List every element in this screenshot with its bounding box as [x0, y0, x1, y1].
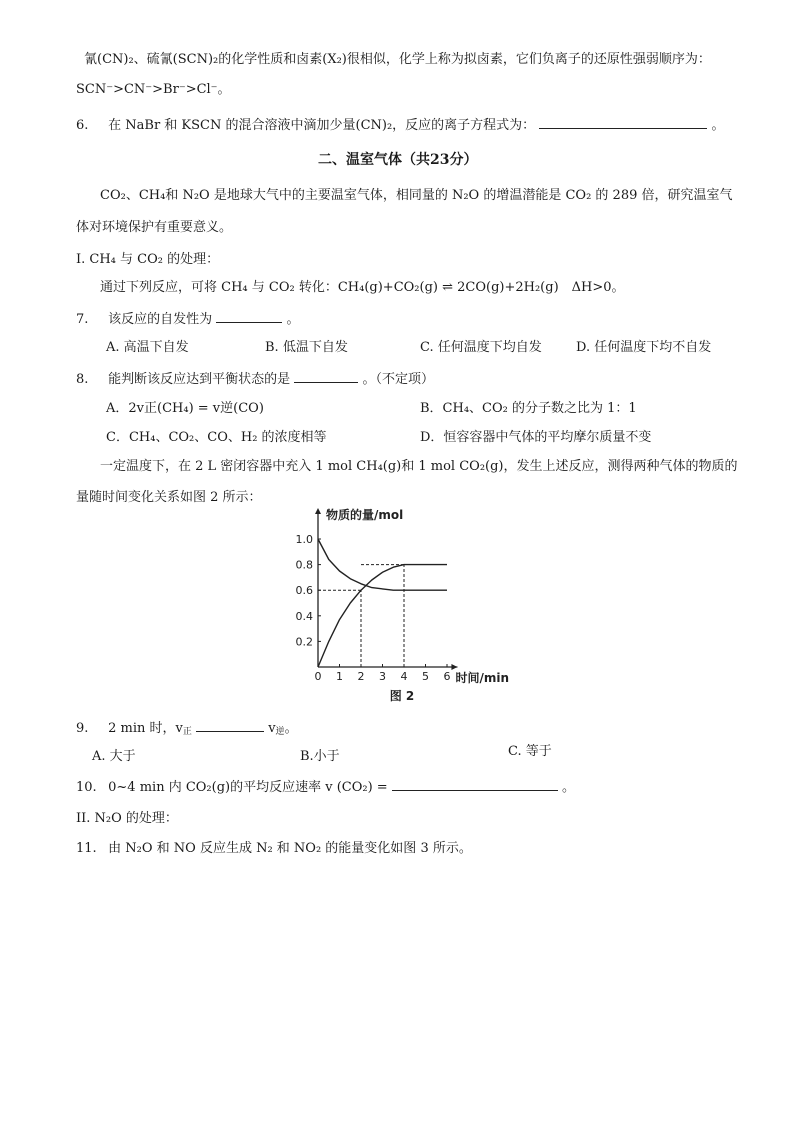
answer-blank[interactable] — [392, 778, 558, 791]
intro-text-1: CO₂、CH₄和 N₂O 是地球大气中的主要温室气体，相同量的 N₂O 的增温潜能是 CO₂ 的 289 倍，研究温室气 — [100, 188, 733, 203]
question-number: 9. — [76, 721, 89, 736]
q7-option-a[interactable] — [106, 336, 189, 355]
answer-blank[interactable] — [539, 116, 707, 129]
y-axis-label: 物质的量/mol — [326, 508, 404, 522]
part-2-title — [76, 807, 178, 826]
question-11 — [76, 837, 472, 856]
question-number: 8. — [76, 372, 89, 387]
option-label: B. 低温下自发 — [265, 340, 348, 355]
question-text: 由 N₂O 和 NO 反应生成 N₂ 和 NO₂ 的能量变化如图 3 所示。 — [108, 841, 472, 856]
intro-text-2: 体对环境保护有重要意义。 — [76, 220, 233, 235]
q9-option-c[interactable] — [508, 740, 552, 759]
option-label: C. 等于 — [508, 744, 552, 759]
x-tick-label: 2 — [357, 670, 365, 683]
reaction-text: 通过下列反应，可将 CH₄ 与 CO₂ 转化：CH₄(g)+CO₂(g) ⇌ 2CO(g)+2H₂(g) ΔH>0。 — [100, 280, 625, 295]
question-8 — [76, 368, 434, 387]
question-7 — [76, 308, 299, 327]
reaction-equation — [100, 276, 625, 295]
reduction-order — [76, 78, 231, 97]
figure-2-chart — [290, 500, 530, 710]
y-tick-label: 0.4 — [295, 609, 313, 623]
intro-line-1 — [100, 184, 733, 203]
answer-blank[interactable] — [216, 310, 282, 323]
q9-option-a[interactable] — [92, 745, 136, 764]
option-label: D. 任何温度下均不自发 — [576, 340, 712, 355]
y-axis-arrow — [315, 508, 321, 514]
q8-option-a[interactable] — [106, 397, 264, 416]
y-tick-label: 1.0 — [295, 533, 313, 546]
question-number: 11. — [76, 841, 97, 856]
q7-option-c[interactable] — [420, 336, 542, 355]
option-label: A. 大于 — [92, 749, 136, 764]
question-10 — [76, 776, 575, 795]
y-tick-label: 0.6 — [295, 584, 313, 598]
option-label: C．CH₄、CO₂、CO、H₂ 的浓度相等 — [106, 430, 327, 445]
option-label: C. 任何温度下均自发 — [420, 340, 542, 355]
section-title — [318, 149, 477, 169]
forward-subscript: 正 — [182, 727, 192, 737]
question-end: 。 — [286, 312, 300, 327]
setup-line-2 — [76, 486, 262, 505]
question-6 — [76, 114, 724, 133]
question-text-mid: v — [268, 721, 276, 736]
question-end: 。 — [711, 118, 725, 133]
part-1-title — [76, 248, 219, 267]
y-tick-label: 0.8 — [295, 558, 313, 572]
option-label: B．CH₄、CO₂ 的分子数之比为 1：1 — [420, 401, 637, 416]
option-label: D．恒容容器中气体的平均摩尔质量不变 — [420, 430, 652, 445]
question-number: 10. — [76, 780, 97, 795]
x-tick-label: 5 — [422, 670, 429, 683]
reverse-subscript: 逆 — [275, 727, 285, 737]
x-tick-label: 3 — [379, 670, 386, 683]
question-text: 该反应的自发性为 — [108, 312, 213, 327]
part-2-title-text: II. N₂O 的处理： — [76, 811, 178, 826]
x-tick-label: 4 — [400, 670, 408, 683]
setup-text-1: 一定温度下，在 2 L 密闭容器中充入 1 mol CH₄(g)和 1 mol CO₂(g)，发生上述反应，测得两种气体的物质的 — [100, 459, 738, 474]
q8-option-b[interactable] — [420, 397, 637, 416]
y-tick-label: 0.2 — [295, 635, 313, 649]
option-label: A．2v正(CH₄) = v逆(CO) — [106, 401, 264, 416]
part-1-title-text: I. CH₄ 与 CO₂ 的处理： — [76, 252, 220, 267]
question-end: 。（不定项） — [362, 372, 434, 387]
question-end: 。 — [562, 780, 576, 795]
pseudohalogen-text: 氰(CN)₂、硫氰(SCN)₂的化学性质和卤素(X₂)很相似，化学上称为拟卤素，它们负离子的还原性强弱顺序为： — [84, 52, 711, 67]
question-number: 7. — [76, 312, 89, 327]
x-tick-label: 0 — [314, 670, 322, 683]
x-axis-label: 时间/min — [455, 671, 509, 685]
option-label: A. 高温下自发 — [106, 340, 189, 355]
q8-option-d[interactable] — [420, 426, 651, 445]
question-text: 能判断该反应达到平衡状态的是 — [108, 372, 291, 387]
section-title-text: 二、温室气体（共23分） — [318, 152, 478, 168]
x-tick-label: 1 — [336, 670, 343, 683]
q9-option-b[interactable] — [300, 745, 340, 764]
figure-caption: 图 2 — [389, 689, 415, 703]
q7-option-d[interactable] — [576, 336, 711, 355]
option-label: B.小于 — [300, 749, 340, 764]
setup-line-1 — [100, 455, 738, 474]
x-tick-label: 6 — [443, 670, 451, 683]
q8-option-c[interactable] — [106, 426, 327, 445]
q7-option-b[interactable] — [265, 336, 348, 355]
answer-blank[interactable] — [196, 719, 264, 732]
intro-line-2 — [76, 216, 232, 235]
question-text: 0~4 min 内 CO₂(g)的平均反应速率 v (CO₂) = — [108, 780, 388, 795]
question-number: 6. — [76, 118, 89, 133]
series-line-1 — [318, 565, 447, 667]
question-end: 。 — [284, 721, 298, 736]
question-text: 在 NaBr 和 KSCN 的混合溶液中滴加少量(CN)₂，反应的离子方程式为： — [108, 118, 536, 133]
question-9 — [76, 717, 298, 737]
question-text: 2 min 时，v — [108, 721, 183, 736]
setup-text-2: 量随时间变化关系如图 2 所示： — [76, 490, 262, 505]
answer-blank[interactable] — [294, 370, 358, 383]
reduction-order-text: SCN⁻>CN⁻>Br⁻>Cl⁻。 — [76, 82, 231, 97]
paragraph-pseudohalogen — [84, 48, 711, 67]
x-axis-arrow — [451, 664, 457, 670]
